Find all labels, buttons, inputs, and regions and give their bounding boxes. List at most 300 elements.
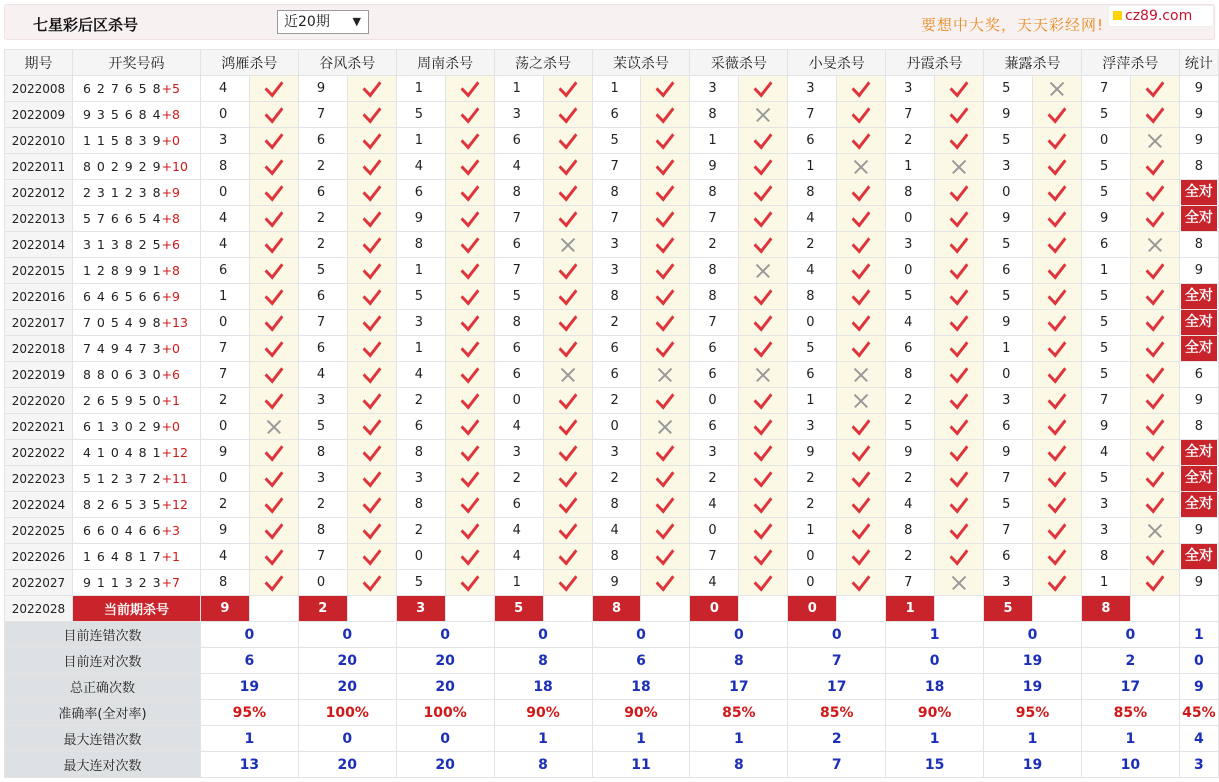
col-header-expert: 荡之杀号 [494, 50, 592, 76]
draw-extra: +12 [161, 497, 188, 512]
hit-check-cell [641, 466, 690, 492]
check-mark-icon [852, 570, 871, 592]
table-row [5, 310, 1219, 336]
kill-number-cell: 3 [494, 102, 543, 128]
hit-check-cell [543, 414, 592, 440]
kill-number-cell: 2 [592, 388, 641, 414]
kill-number-cell: 6 [788, 362, 837, 388]
all-correct-badge: 全对 [1181, 284, 1217, 309]
hit-check-cell [935, 128, 984, 154]
hit-check-cell [445, 232, 494, 258]
check-mark-icon [1145, 76, 1164, 98]
hit-check-cell [837, 310, 886, 336]
stats-value: 20 [298, 674, 396, 700]
kill-number-cell: 3 [690, 440, 739, 466]
draw-extra: +0 [161, 419, 180, 434]
check-mark-icon [362, 388, 381, 410]
draw-extra: +0 [161, 341, 180, 356]
check-mark-icon [656, 492, 675, 514]
stats-value: 20 [396, 752, 494, 778]
check-mark-icon [362, 258, 381, 280]
draw-digits: 4 1 0 4 8 1 [82, 445, 162, 460]
miss-cross-cell [739, 362, 788, 388]
row-stat-cell: 9 [1179, 102, 1218, 128]
draw-extra: +13 [161, 315, 188, 330]
draw-extra: +8 [161, 107, 180, 122]
kill-number-cell: 8 [396, 232, 445, 258]
kill-number-cell: 4 [886, 310, 935, 336]
hit-check-cell [543, 76, 592, 102]
kill-number-cell: 4 [494, 518, 543, 544]
kill-number-cell: 3 [298, 466, 347, 492]
hit-check-cell [1033, 180, 1082, 206]
check-mark-icon [558, 466, 577, 488]
row-stat-cell: 9 [1179, 128, 1218, 154]
kill-number-cell: 4 [690, 492, 739, 518]
hit-check-cell [935, 76, 984, 102]
kill-number-cell: 0 [886, 206, 935, 232]
period-cell: 2022026 [5, 544, 73, 570]
row-stat-cell: 9 [1179, 388, 1218, 414]
kill-number-cell: 2 [690, 232, 739, 258]
col-header-expert: 茉苡杀号 [592, 50, 690, 76]
table-row [5, 570, 1219, 596]
hit-check-cell [1130, 258, 1179, 284]
stats-row [5, 648, 1219, 674]
cross-mark-icon [950, 158, 968, 176]
kill-number-cell: 6 [200, 258, 249, 284]
draw-digits: 6 4 6 5 6 6 [82, 289, 162, 304]
draw-extra: +0 [161, 133, 180, 148]
hit-check-cell [935, 362, 984, 388]
hit-check-cell [543, 102, 592, 128]
hit-check-cell [837, 440, 886, 466]
period-cell: 2022012 [5, 180, 73, 206]
row-stat-cell [1179, 206, 1218, 232]
check-mark-icon [460, 180, 479, 202]
hit-check-cell [739, 492, 788, 518]
table-row [5, 102, 1219, 128]
hit-check-cell [347, 388, 396, 414]
check-mark-icon [1048, 102, 1067, 124]
check-mark-icon [754, 128, 773, 150]
kill-number-cell: 7 [984, 518, 1033, 544]
check-mark-icon [264, 128, 283, 150]
draw-extra: +10 [161, 159, 188, 174]
kill-number-cell: 6 [984, 544, 1033, 570]
check-mark-icon [852, 336, 871, 358]
hit-check-cell [739, 232, 788, 258]
period-select[interactable] [277, 10, 369, 34]
kill-number-cell: 5 [1081, 310, 1130, 336]
col-header-expert: 采薇杀号 [690, 50, 788, 76]
check-mark-icon [754, 466, 773, 488]
check-mark-icon [1048, 180, 1067, 202]
cross-mark-icon [754, 366, 772, 384]
check-mark-icon [460, 128, 479, 150]
draw-digits: 1 1 5 8 3 9 [82, 133, 162, 148]
check-mark-icon [460, 336, 479, 358]
draw-number-cell [72, 544, 200, 570]
kill-number-cell: 0 [200, 414, 249, 440]
hit-check-cell [739, 128, 788, 154]
kill-number-cell: 4 [494, 544, 543, 570]
check-mark-icon [754, 440, 773, 462]
check-mark-icon [754, 570, 773, 592]
kill-number-cell: 0 [396, 544, 445, 570]
hit-check-cell [347, 310, 396, 336]
hit-check-cell [935, 466, 984, 492]
miss-cross-cell [543, 362, 592, 388]
hit-check-cell [347, 154, 396, 180]
all-correct-badge: 全对 [1181, 440, 1217, 465]
stats-value: 7 [788, 648, 886, 674]
kill-number-cell: 2 [298, 492, 347, 518]
stats-value: 0 [396, 622, 494, 648]
table-row [5, 258, 1219, 284]
kill-number-cell: 6 [592, 102, 641, 128]
check-mark-icon [852, 284, 871, 306]
stats-value: 1 [690, 726, 788, 752]
table-row [5, 362, 1219, 388]
check-mark-icon [558, 518, 577, 540]
kill-number-cell: 1 [788, 518, 837, 544]
hit-check-cell [1033, 102, 1082, 128]
kill-number-cell: 0 [690, 518, 739, 544]
hit-check-cell [445, 440, 494, 466]
check-mark-icon [950, 440, 969, 462]
miss-cross-cell [1130, 518, 1179, 544]
kill-number-cell: 4 [494, 154, 543, 180]
kill-number-cell: 5 [1081, 180, 1130, 206]
draw-number-cell [72, 76, 200, 102]
hit-check-cell [445, 492, 494, 518]
hit-check-cell [543, 388, 592, 414]
stats-value: 8 [690, 752, 788, 778]
hit-check-cell [249, 258, 298, 284]
kill-number-cell: 5 [984, 232, 1033, 258]
check-mark-icon [362, 232, 381, 254]
kill-number-cell: 5 [984, 492, 1033, 518]
check-mark-icon [852, 414, 871, 436]
check-mark-icon [754, 388, 773, 410]
kill-number-cell: 1 [200, 284, 249, 310]
hit-check-cell [347, 102, 396, 128]
draw-digits: 2 3 1 2 3 8 [82, 185, 162, 200]
period-cell: 2022022 [5, 440, 73, 466]
hit-check-cell [1130, 206, 1179, 232]
check-mark-icon [1145, 284, 1164, 306]
kill-number-cell: 8 [886, 180, 935, 206]
kill-number-cell: 9 [788, 440, 837, 466]
row-stat-cell [1179, 336, 1218, 362]
all-correct-badge: 全对 [1181, 310, 1217, 335]
hit-check-cell [739, 76, 788, 102]
table-row [5, 466, 1219, 492]
kill-number-cell: 2 [690, 466, 739, 492]
kill-number-cell: 2 [886, 544, 935, 570]
miss-cross-cell [935, 154, 984, 180]
draw-extra: +11 [161, 471, 188, 486]
hit-check-cell [543, 284, 592, 310]
kill-number-cell: 0 [200, 102, 249, 128]
stats-value: 20 [396, 674, 494, 700]
hit-check-cell [1130, 284, 1179, 310]
check-mark-icon [950, 414, 969, 436]
draw-digits: 9 1 1 3 2 3 [82, 575, 162, 590]
all-correct-badge: 全对 [1181, 180, 1217, 205]
hit-check-cell [543, 440, 592, 466]
kill-number-cell: 0 [788, 544, 837, 570]
kill-number-cell: 5 [1081, 466, 1130, 492]
check-mark-icon [656, 544, 675, 566]
draw-digits: 8 0 2 9 2 9 [82, 159, 162, 174]
kill-number-cell: 0 [788, 310, 837, 336]
check-mark-icon [558, 258, 577, 280]
current-empty-cell [641, 596, 690, 622]
hit-check-cell [1130, 414, 1179, 440]
col-header-expert: 周南杀号 [396, 50, 494, 76]
check-mark-icon [460, 310, 479, 332]
row-stat-cell: 9 [1179, 570, 1218, 596]
check-mark-icon [558, 284, 577, 306]
stats-value: 1 [1081, 726, 1179, 752]
draw-digits: 1 2 8 9 9 1 [82, 263, 162, 278]
check-mark-icon [558, 180, 577, 202]
check-mark-icon [558, 570, 577, 592]
table-row [5, 440, 1219, 466]
current-empty-cell [445, 596, 494, 622]
table-row [5, 492, 1219, 518]
check-mark-icon [656, 284, 675, 306]
check-mark-icon [656, 388, 675, 410]
row-stat-cell: 9 [1179, 76, 1218, 102]
kill-number-cell: 8 [298, 440, 347, 466]
hit-check-cell [249, 388, 298, 414]
hit-check-cell [347, 570, 396, 596]
kill-number-cell: 4 [200, 206, 249, 232]
draw-number-cell [72, 336, 200, 362]
cross-mark-icon [754, 106, 772, 124]
table-row [5, 154, 1219, 180]
kill-number-cell: 2 [396, 518, 445, 544]
current-kill-label: 当前期杀号 [72, 596, 200, 622]
check-mark-icon [264, 492, 283, 514]
draw-extra: +8 [161, 263, 180, 278]
stats-value: 85% [1081, 700, 1179, 726]
miss-cross-cell [543, 232, 592, 258]
hit-check-cell [1033, 232, 1082, 258]
draw-digits: 3 1 3 8 2 5 [82, 237, 162, 252]
hit-check-cell [249, 180, 298, 206]
check-mark-icon [950, 388, 969, 410]
draw-number-cell [72, 154, 200, 180]
hit-check-cell [837, 414, 886, 440]
stats-value: 17 [690, 674, 788, 700]
current-empty-cell [935, 596, 984, 622]
hit-check-cell [445, 284, 494, 310]
kill-number-cell: 5 [494, 284, 543, 310]
check-mark-icon [362, 154, 381, 176]
stats-value: 8 [494, 752, 592, 778]
kill-number-cell: 3 [396, 310, 445, 336]
hit-check-cell [739, 518, 788, 544]
logo-square-icon [1113, 11, 1122, 20]
kill-number-cell: 8 [396, 440, 445, 466]
kill-number-cell: 8 [298, 518, 347, 544]
hit-check-cell [935, 414, 984, 440]
cross-mark-icon [754, 262, 772, 280]
hit-check-cell [1130, 466, 1179, 492]
hit-check-cell [837, 102, 886, 128]
stats-value: 15 [886, 752, 984, 778]
hit-check-cell [641, 492, 690, 518]
current-empty-cell [1033, 596, 1082, 622]
check-mark-icon [558, 206, 577, 228]
hit-check-cell [347, 76, 396, 102]
row-stat-cell [1179, 180, 1218, 206]
miss-cross-cell [739, 102, 788, 128]
check-mark-icon [754, 544, 773, 566]
stats-value: 20 [396, 648, 494, 674]
kill-number-cell: 3 [298, 388, 347, 414]
check-mark-icon [656, 518, 675, 540]
kill-number-cell: 3 [984, 570, 1033, 596]
hit-check-cell [445, 310, 494, 336]
kill-number-cell: 6 [396, 414, 445, 440]
kill-number-cell: 2 [298, 206, 347, 232]
hit-check-cell [739, 284, 788, 310]
kill-number-cell: 6 [298, 336, 347, 362]
hit-check-cell [445, 128, 494, 154]
hit-check-cell [641, 258, 690, 284]
all-correct-badge: 全对 [1181, 336, 1217, 361]
current-empty-cell [249, 596, 298, 622]
kill-number-cell: 2 [788, 466, 837, 492]
check-mark-icon [264, 440, 283, 462]
current-kill-number: 8 [592, 596, 641, 622]
kill-number-cell: 8 [592, 492, 641, 518]
check-mark-icon [362, 492, 381, 514]
kill-number-cell: 1 [494, 76, 543, 102]
check-mark-icon [656, 570, 675, 592]
cross-mark-icon [852, 366, 870, 384]
col-header-expert: 蒹露杀号 [984, 50, 1082, 76]
cross-mark-icon [265, 418, 283, 436]
col-header-expert: 鸿雁杀号 [200, 50, 298, 76]
check-mark-icon [950, 466, 969, 488]
stats-total: 3 [1179, 752, 1218, 778]
kill-number-cell: 3 [788, 76, 837, 102]
stats-value: 1 [984, 726, 1082, 752]
check-mark-icon [362, 180, 381, 202]
hit-check-cell [1033, 336, 1082, 362]
check-mark-icon [1145, 336, 1164, 358]
hit-check-cell [1033, 414, 1082, 440]
check-mark-icon [950, 310, 969, 332]
hit-check-cell [1033, 310, 1082, 336]
check-mark-icon [1048, 284, 1067, 306]
stats-value: 95% [200, 700, 298, 726]
kill-number-cell: 8 [690, 180, 739, 206]
hit-check-cell [1033, 518, 1082, 544]
stats-value: 20 [298, 648, 396, 674]
kill-number-cell: 2 [200, 388, 249, 414]
kill-number-cell: 6 [494, 336, 543, 362]
check-mark-icon [264, 310, 283, 332]
check-mark-icon [852, 310, 871, 332]
kill-number-cell: 0 [984, 180, 1033, 206]
current-empty-cell [347, 596, 396, 622]
draw-extra: +7 [161, 575, 180, 590]
hit-check-cell [543, 544, 592, 570]
hit-check-cell [641, 232, 690, 258]
check-mark-icon [460, 154, 479, 176]
miss-cross-cell [837, 362, 886, 388]
kill-number-cell: 5 [984, 128, 1033, 154]
hit-check-cell [1033, 284, 1082, 310]
current-kill-number: 0 [788, 596, 837, 622]
kill-number-cell: 3 [592, 258, 641, 284]
kill-number-cell: 6 [298, 180, 347, 206]
table-row [5, 206, 1219, 232]
hit-check-cell [445, 570, 494, 596]
kill-number-cell: 5 [886, 284, 935, 310]
kill-number-cell: 8 [788, 284, 837, 310]
kill-number-cell: 7 [690, 310, 739, 336]
kill-number-cell: 9 [984, 310, 1033, 336]
kill-number-cell: 0 [1081, 128, 1130, 154]
period-cell: 2022021 [5, 414, 73, 440]
hit-check-cell [1130, 180, 1179, 206]
kill-number-cell: 5 [984, 76, 1033, 102]
hit-check-cell [641, 76, 690, 102]
check-mark-icon [656, 232, 675, 254]
stats-row [5, 700, 1219, 726]
hit-check-cell [641, 570, 690, 596]
check-mark-icon [460, 76, 479, 98]
stats-value: 85% [690, 700, 788, 726]
draw-number-cell [72, 258, 200, 284]
hit-check-cell [347, 284, 396, 310]
kill-number-cell: 1 [984, 336, 1033, 362]
hit-check-cell [1130, 76, 1179, 102]
hit-check-cell [837, 206, 886, 232]
kill-number-cell: 3 [984, 388, 1033, 414]
row-stat-cell: 9 [1179, 518, 1218, 544]
check-mark-icon [852, 466, 871, 488]
hit-check-cell [1130, 440, 1179, 466]
check-mark-icon [656, 102, 675, 124]
kill-number-cell: 4 [494, 414, 543, 440]
kill-number-cell: 2 [298, 232, 347, 258]
hit-check-cell [445, 336, 494, 362]
kill-number-cell: 0 [298, 570, 347, 596]
hit-check-cell [543, 154, 592, 180]
check-mark-icon [460, 206, 479, 228]
kill-number-cell: 7 [592, 206, 641, 232]
hit-check-cell [347, 492, 396, 518]
check-mark-icon [950, 76, 969, 98]
kill-number-cell: 7 [1081, 388, 1130, 414]
miss-cross-cell [935, 570, 984, 596]
check-mark-icon [558, 102, 577, 124]
check-mark-icon [754, 284, 773, 306]
site-logo[interactable] [1108, 5, 1214, 27]
kill-number-cell: 5 [886, 414, 935, 440]
kill-number-cell: 6 [592, 362, 641, 388]
hit-check-cell [445, 206, 494, 232]
